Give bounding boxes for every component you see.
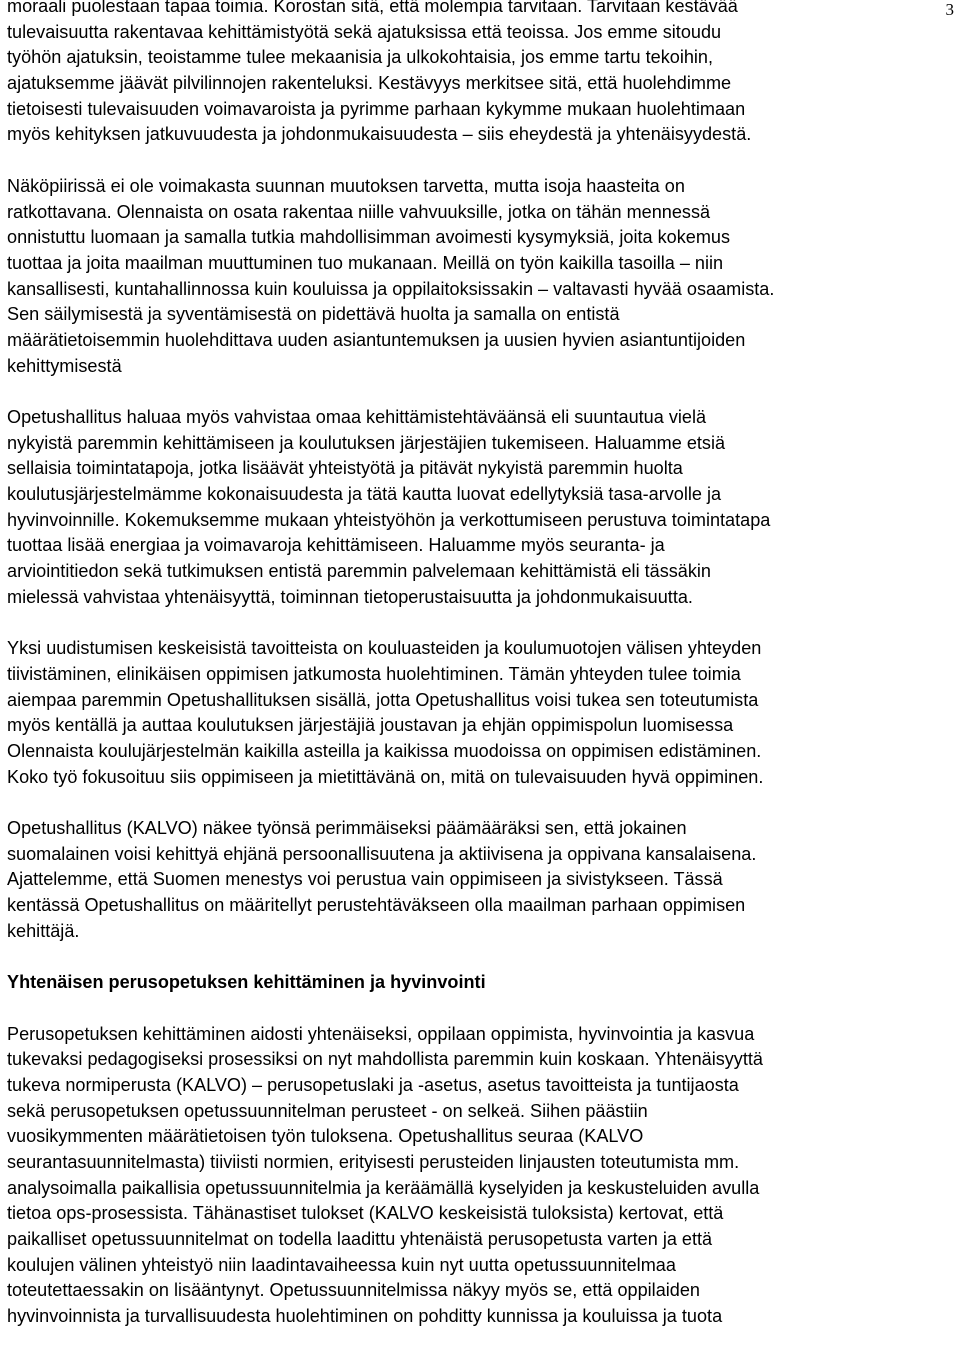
text-line: vuosikymmenten määrätietoisen työn tuloksena. Opetushallitus seuraa (KALVO [7, 1126, 644, 1147]
text-line: Opetushallitus (KALVO) näkee työnsä perimmäiseksi päämääräksi sen, että jokainen [7, 818, 687, 838]
text-line: Ajattelemme, että Suomen menestys voi perustua vain oppimiseen ja sivistykseen. Tässä [7, 869, 723, 890]
paragraph [7, 174, 955, 380]
text-line: suomalainen voisi kehittyä ehjänä persoonallisuutena ja aktiivisena ja oppivana kansalaisena. [7, 843, 757, 864]
text-line: arviointitiedon sekä tutkimuksen entistä paremmin palvelemaan kehittämistä eli tässäkin [7, 561, 711, 582]
text-line: paikalliset opetussuunnitelmat on todella laadittu yhtenäistä perusopetusta varten ja että [7, 1229, 713, 1250]
paragraph [7, 0, 955, 148]
text-line: moraali puolestaan tapaa toimia. Korostan sitä, että molempia tarvitaan. Tarvitaan kestävää [7, 0, 738, 16]
text-line: kehittymisestä [7, 355, 122, 376]
paragraph-gap [7, 944, 955, 970]
text-line: seurantasuunnitelmasta) tiiviisti normien, erityisesti perusteiden linjausten toteutumista mm. [7, 1151, 740, 1172]
text-line: koulutusjärjestelmämme kokonaisuudesta ja tätä kautta luovat edellytyksiä tasa-arvolle ja [7, 484, 722, 505]
text-line: onnistuttu luomaan ja samalla tutkia mahdollisimman avoimesti kysymyksiä, joita kokemus [7, 227, 731, 248]
text-line: Koko työ fokusoituu siis oppimiseen ja mietittävänä on, mitä on tulevaisuuden hyvä oppiminen. [7, 766, 764, 787]
text-line: tulevaisuutta rakentavaa kehittämistyötä sekä ajatuksissa että teoissa. Jos emme sitoudu [7, 21, 722, 42]
text-line: tiivistäminen, elinikäisen oppimisen jatkumosta huolehtiminen. Tämän yhteyden tulee toimia [7, 663, 741, 684]
text-line: Yksi uudistumisen keskeisistä tavoitteista on kouluasteiden ja koulumuotojen välisen yhteyden [7, 638, 762, 659]
text-line: ratkottavana. Olennaista on osata rakentaa niille vahvuuksille, jotka on tähän mennessä [7, 201, 711, 222]
paragraph-gap [7, 611, 955, 637]
text-line: Näköpiirissä ei ole voimakasta suunnan muutoksen tarvetta, mutta isoja haasteita on [7, 175, 685, 196]
text-line: määrätietoisemmin huolehdittava uuden asiantuntemuksen ja uusien hyvien asiantuntijoiden [7, 329, 746, 350]
text-line: hyvinvoinnista ja turvallisuudesta huolehtiminen on pohditty kunnissa ja kouluissa ja tuota [7, 1306, 723, 1327]
text-line: Olennaista koulujärjestelmän kaikilla asteilla ja kaikissa muodoissa on oppimisen edistäminen. [7, 740, 762, 761]
text-line: sellaisia toimintatapoja, jotka lisäävät yhteistyötä ja pitävät nykyistä paremmin huolta [7, 458, 683, 479]
text-line: kentässä Opetushallitus on määritellyt perustehtäväkseen olla maailman parhaan oppimisen [7, 895, 746, 916]
paragraph [7, 636, 955, 790]
text-line: sekä perusopetuksen opetussuunnitelman perusteet - on selkeä. Siihen päästiin [7, 1100, 648, 1121]
text-line: myös kehityksen jatkuvuudesta ja johdonmukaisuudesta – siis eheydestä ja yhtenäisyydestä. [7, 124, 752, 145]
text-line: mielessä vahvistaa yhtenäisyyttä, toiminnan tietoperustaisuutta ja johdonmukaisuutta. [7, 586, 693, 607]
text-line: tuottaa ja joita maailman muuttuminen tuo mukanaan. Meillä on työn kaikilla tasoilla – niin [7, 252, 724, 273]
paragraph-gap [7, 379, 955, 405]
text-line: Opetushallitus haluaa myös vahvistaa omaa kehittämistehtäväänsä eli suuntautua vielä [7, 407, 707, 427]
text-line: kehittäjä. [7, 920, 80, 941]
text-line: työhön ajatuksin, teoistamme tulee mekaanisia ja ulkokohtaisia, jos emme tartu tekoihin, [7, 47, 714, 68]
text-line: ajatuksemme jäävät pilvilinnojen rakenteluksi. Kestävyys merkitsee sitä, että huolehdimme [7, 73, 732, 94]
page-number: 3 [945, 0, 954, 19]
paragraph-gap [7, 148, 955, 174]
text-line: hyvinvoinnille. Kokemuksemme mukaan yhteistyöhön ja verkottumiseen perustuva toimintatapa [7, 509, 771, 530]
text-line: tietoa ops-prosessista. Tähänastiset tulokset (KALVO keskeisistä tuloksista) kertovat, että [7, 1203, 724, 1224]
text-line: tukeva normiperusta (KALVO) – perusopetuslaki ja -asetus, asetus tavoitteista ja tuntijaosta [7, 1074, 739, 1095]
text-line: tukevaksi pedagogiseksi prosessiksi on nyt mahdollista paremmin kuin koskaan. Yhtenäisyyttä [7, 1049, 763, 1070]
text-line: Sen säilymisestä ja syventämisestä on pidettävä huolta ja samalla on entistä [7, 304, 620, 325]
section-heading: Yhtenäisen perusopetuksen kehittäminen ja hyvinvointi [7, 972, 486, 993]
paragraph-gap [7, 996, 955, 1022]
text-line: tietoisesti tulevaisuuden voimavaroista ja pyrimme parhaan kykymme mukaan huolehtimaan [7, 98, 746, 119]
text-line: aiempaa paremmin Opetushallituksen sisällä, jotta Opetushallitus voisi tukea sen toteutumista [7, 689, 759, 710]
text-line: analysoimalla paikallisia opetussuunnitelmia ja keräämällä kyselyiden ja keskusteluiden avulla [7, 1177, 760, 1198]
text-line: kansallisesti, kuntahallinnossa kuin kouluissa ja oppilaitoksissakin – valtavasti hyvää osaamista. [7, 278, 775, 299]
paragraph [7, 1022, 955, 1330]
text-line: myös kentällä ja auttaa koulutuksen järjestäjiä joustavan ja ehjän oppimispolun luomisessa [7, 715, 734, 736]
paragraph [7, 816, 955, 944]
text-line: Perusopetuksen kehittäminen aidosti yhtenäiseksi, oppilaan oppimista, hyvinvointia ja kasvua [7, 1023, 755, 1044]
paragraph-gap [7, 790, 955, 816]
paragraph [7, 405, 955, 611]
text-line: nykyistä paremmin kehittämiseen ja koulutuksen järjestäjien tukemiseen. Haluamme etsiä [7, 432, 726, 453]
text-line: koulujen välinen yhteistyö niin laadintavaiheessa kuin nyt uutta opetussuunnitelmaa [7, 1254, 676, 1275]
text-line: toteutettaessakin on lisääntynyt. Opetussuunnitelmissa näkyy myös se, että oppilaiden [7, 1280, 700, 1301]
text-line: tuottaa lisää energiaa ja voimavaroja kehittämiseen. Haluamme myös seuranta- ja [7, 535, 665, 556]
document-body [7, 0, 955, 1330]
